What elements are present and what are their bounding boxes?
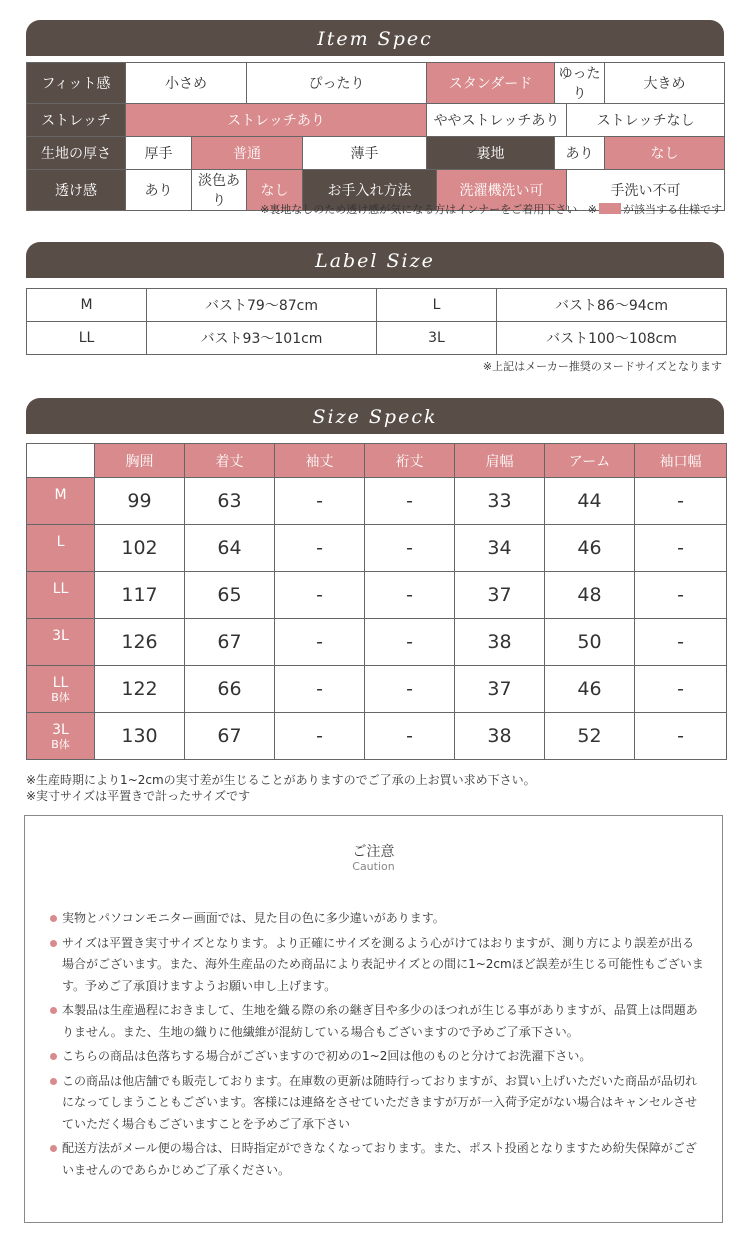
value-cell: -	[635, 525, 727, 572]
column-header: 袖口幅	[635, 444, 727, 478]
fit-option: 大きめ	[605, 63, 725, 104]
item-spec-note	[260, 201, 722, 217]
column-header: 裄丈	[365, 444, 455, 478]
item-spec-note-suffix: が該当する仕様です	[623, 203, 722, 216]
bullet-icon	[50, 915, 57, 922]
table-row	[27, 619, 727, 666]
thickness-option: 薄手	[303, 137, 427, 170]
lining-label: 裏地	[427, 137, 555, 170]
list-item: 実物とパソコンモニター画面では、見た目の色に多少違いがあります。	[50, 908, 705, 930]
caution-subtitle: Caution	[352, 860, 395, 873]
stretch-option: ややストレッチあり	[427, 104, 567, 137]
value-cell: 126	[95, 619, 185, 666]
label-size-bust: バスト79～87cm	[147, 289, 377, 322]
table-row	[27, 666, 727, 713]
list-item: この商品は他店舗でも販売しております。在庫数の更新は随時行っておりますが、お買い上げいただいた商品が品切れになってしまうこともございます。客様には連絡をさせていただきますが万が一入荷予定がない場合はキャンセルさせていただく場合もございますことを予めご了承下さい	[50, 1071, 705, 1136]
list-item: 配送方法がメール便の場合は、日時指定ができなくなっております。また、ポスト投函となりますため紛失保障がございませんのであらかじめご了承ください。	[50, 1138, 705, 1181]
value-cell: -	[635, 478, 727, 525]
value-cell: -	[365, 713, 455, 760]
size-cell: L	[27, 525, 95, 572]
lining-option: あり	[555, 137, 605, 170]
item-spec-banner: Item Spec	[26, 20, 724, 56]
value-cell: -	[275, 666, 365, 713]
size-speck-banner: Size Speck	[26, 398, 724, 434]
highlight-swatch	[599, 203, 621, 214]
fit-option: ゆったり	[555, 63, 605, 104]
stretch-label: ストレッチ	[27, 104, 126, 137]
size-speck-header-row	[27, 444, 727, 478]
value-cell: -	[635, 572, 727, 619]
value-cell: -	[275, 572, 365, 619]
sheer-label: 透け感	[27, 170, 126, 211]
care-option: 手洗い不可	[567, 170, 725, 211]
value-cell: 38	[455, 619, 545, 666]
size-speck-corner	[27, 444, 95, 478]
bullet-icon	[50, 940, 57, 947]
bullet-icon	[50, 1007, 57, 1014]
column-header: 肩幅	[455, 444, 545, 478]
size-cell: M	[27, 478, 95, 525]
value-cell: 64	[185, 525, 275, 572]
column-header: アーム	[545, 444, 635, 478]
thickness-row	[27, 137, 725, 170]
stretch-option: ストレッチなし	[567, 104, 725, 137]
item-spec-note-prefix: ※	[587, 203, 597, 216]
bullet-icon	[50, 1145, 57, 1152]
stretch-option-selected: ストレッチあり	[126, 104, 427, 137]
care-label: お手入れ方法	[303, 170, 437, 211]
value-cell: 37	[455, 666, 545, 713]
value-cell: 37	[455, 572, 545, 619]
size-cell: LL B体	[27, 666, 95, 713]
label-size-banner: Label Size	[26, 242, 724, 278]
size-cell: LL	[27, 572, 95, 619]
stretch-row	[27, 104, 725, 137]
value-cell: -	[635, 666, 727, 713]
value-cell: 67	[185, 619, 275, 666]
value-cell: -	[275, 713, 365, 760]
value-cell: -	[275, 619, 365, 666]
caution-list	[50, 908, 705, 1184]
thickness-option: 厚手	[126, 137, 192, 170]
value-cell: 34	[455, 525, 545, 572]
value-cell: -	[365, 572, 455, 619]
value-cell: -	[365, 525, 455, 572]
label-size-note: ※上記はメーカー推奨のヌードサイズとなります	[482, 360, 722, 373]
size-speck-notes	[26, 772, 536, 804]
value-cell: -	[365, 619, 455, 666]
label-size-bust: バスト86～94cm	[497, 289, 727, 322]
fit-option-selected: スタンダード	[427, 63, 555, 104]
label-size-name: M	[27, 289, 147, 322]
value-cell: 99	[95, 478, 185, 525]
size-speck-note: ※実寸サイズは平置きで計ったサイズです	[26, 789, 251, 803]
value-cell: 122	[95, 666, 185, 713]
value-cell: 38	[455, 713, 545, 760]
value-cell: -	[365, 478, 455, 525]
sheer-option-selected: なし	[247, 170, 303, 211]
care-option-selected: 洗濯機洗い可	[437, 170, 567, 211]
label-size-row	[27, 322, 727, 355]
value-cell: 67	[185, 713, 275, 760]
column-header: 袖丈	[275, 444, 365, 478]
value-cell: -	[635, 713, 727, 760]
label-size-name: 3L	[377, 322, 497, 355]
value-cell: -	[635, 619, 727, 666]
value-cell: 44	[545, 478, 635, 525]
caution-box	[24, 815, 723, 1223]
value-cell: 130	[95, 713, 185, 760]
list-item: 本製品は生産過程におきまして、生地を織る際の糸の継ぎ目や多少のほつれが生じる事がありますが、品質上は問題ありません。また、生地の織りに他繊維が混紡している場合もございますので予めご了承下さい。	[50, 1000, 705, 1043]
label-size-bust: バスト93～101cm	[147, 322, 377, 355]
label-size-table	[26, 288, 727, 355]
column-header: 胸囲	[95, 444, 185, 478]
thickness-option-selected: 普通	[192, 137, 303, 170]
fit-label: フィット感	[27, 63, 126, 104]
size-speck-table	[26, 443, 727, 760]
value-cell: 117	[95, 572, 185, 619]
table-row	[27, 572, 727, 619]
size-speck-note: ※生産時期により1~2cmの実寸差が生じることがありますのでご了承の上お買い求め下さい。	[26, 773, 536, 787]
table-row	[27, 713, 727, 760]
value-cell: 63	[185, 478, 275, 525]
fit-row	[27, 63, 725, 104]
label-size-name: L	[377, 289, 497, 322]
column-header: 着丈	[185, 444, 275, 478]
item-spec-note-left: ※裏地なしのため透け感が気になる方はインナーをご着用下さい	[260, 203, 578, 216]
value-cell: -	[365, 666, 455, 713]
table-row	[27, 478, 727, 525]
fit-option: 小さめ	[126, 63, 247, 104]
value-cell: 33	[455, 478, 545, 525]
size-cell: 3L	[27, 619, 95, 666]
value-cell: -	[275, 525, 365, 572]
bullet-icon	[50, 1078, 57, 1085]
sheer-option: あり	[126, 170, 192, 211]
thickness-label: 生地の厚さ	[27, 137, 126, 170]
value-cell: 46	[545, 666, 635, 713]
value-cell: 65	[185, 572, 275, 619]
label-size-bust: バスト100～108cm	[497, 322, 727, 355]
item-spec-table	[26, 62, 725, 211]
table-row	[27, 525, 727, 572]
sheer-option: 淡色あり	[192, 170, 247, 211]
value-cell: 66	[185, 666, 275, 713]
label-size-name: LL	[27, 322, 147, 355]
label-size-row	[27, 289, 727, 322]
size-cell: 3L B体	[27, 713, 95, 760]
list-item: サイズは平置き実寸サイズとなります。より正確にサイズを測るよう心がけてはおりますが、測り方により誤差が出る場合がございます。また、海外生産品のため商品により表記サイズとの間に1~2cmほど誤差が生じる可能性もございます。予めご了承頂けますようお願い申し上げます。	[50, 933, 705, 998]
list-item: こちらの商品は色落ちする場合がございますので初めの1~2回は他のものと分けてお洗濯下さい。	[50, 1046, 705, 1068]
value-cell: 102	[95, 525, 185, 572]
value-cell: 46	[545, 525, 635, 572]
value-cell: 52	[545, 713, 635, 760]
value-cell: 50	[545, 619, 635, 666]
value-cell: 48	[545, 572, 635, 619]
lining-option-selected: なし	[605, 137, 725, 170]
value-cell: -	[275, 478, 365, 525]
fit-option: ぴったり	[247, 63, 427, 104]
caution-title: ご注意	[352, 844, 395, 860]
bullet-icon	[50, 1053, 57, 1060]
